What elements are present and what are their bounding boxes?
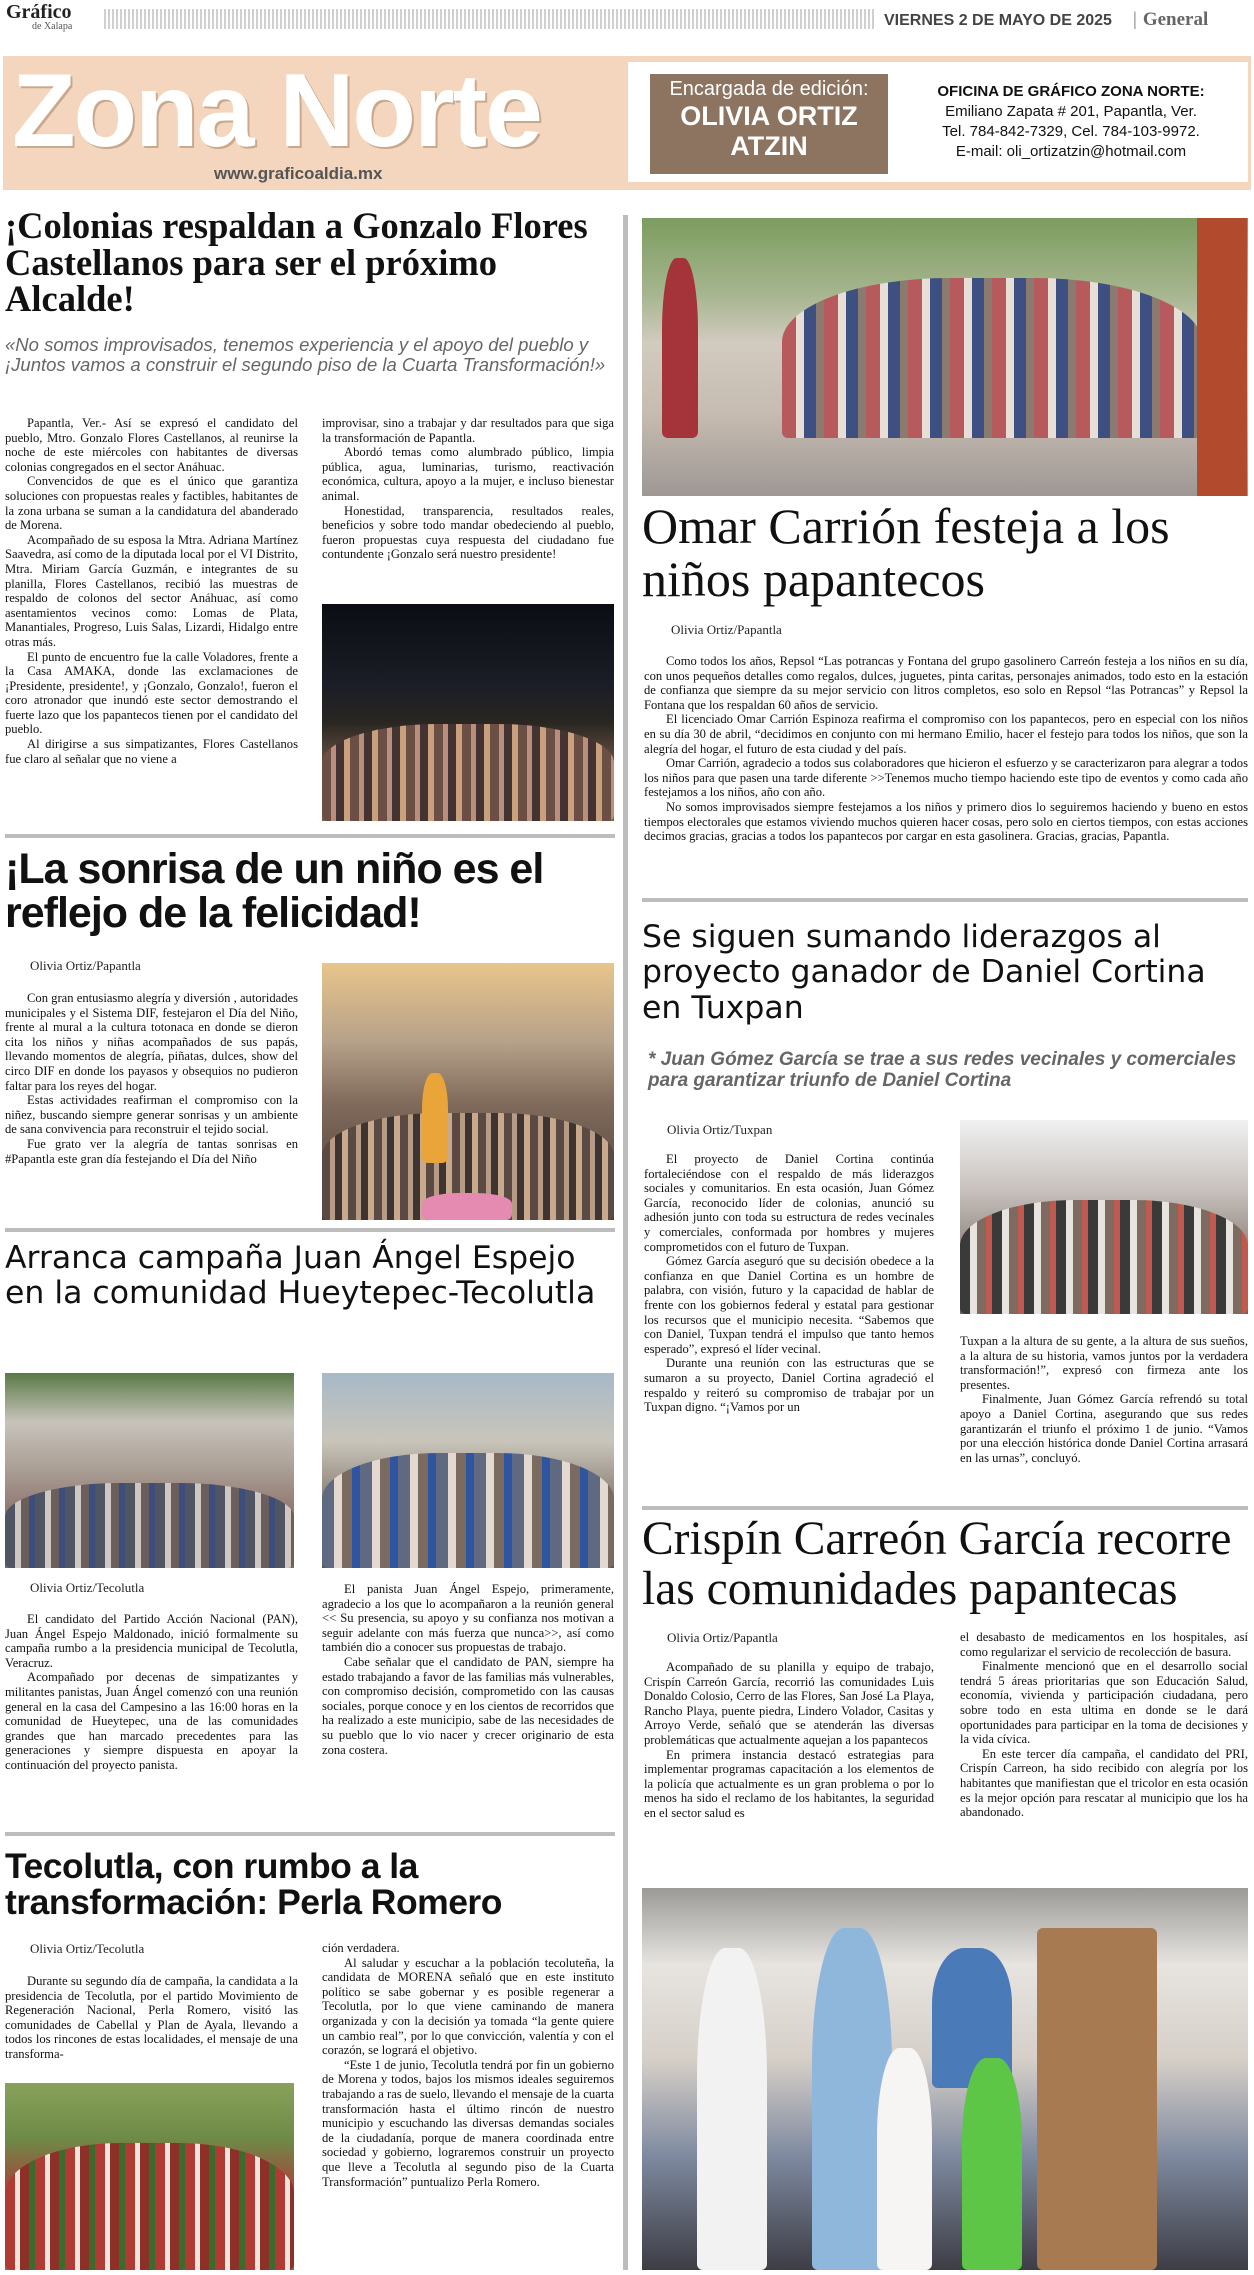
editor-name-line1: OLIVIA ORTIZ: [680, 101, 858, 131]
paragraph: El panista Juan Ángel Espejo, primeramente, agradecio a los que lo acompañaron a la reunión general << Su presencia, su apoyo y su confianza nos motivan a seguir adelante con más fuerza que nunca>>, así como también dio a conocer sus propuestas de trabajo.: [322, 1582, 614, 1655]
paragraph: El punto de encuentro fue la calle Voladores, frente a la Casa AMAKA, donde las exclamaciones de ¡Presidente, presidente!, y ¡Gonzalo, Gonzalo!, fueron el coro atronador que inundó este sector demostrando el fuerte lazo que los papantecos tienen por el candidato del pueblo.: [5, 649, 298, 737]
paragraph: Acompañado de su planilla y equipo de trabajo, Crispín Carreón García, recorrió las comunidades Luis Donaldo Colosio, Cerro de las Flores, San José La Playa, Rancho Playa, puente piedra, Lindero Volador, Casitas y Arroyo Verde, señaló que se atenderán las diversas problemáticas que actualmente aquejan a los papantecos: [644, 1660, 934, 1747]
office-address: Emiliano Zapata # 201, Papantla, Ver.: [945, 103, 1197, 120]
colonias-photo: [322, 604, 614, 821]
paragraph: Convencidos de que es el único que garantiza soluciones con propuestas reales y factibles, habitantes de la zona urbana se suman a la candidatura del abanderado de Morena.: [5, 474, 298, 533]
paragraph: Finalmente, Juan Gómez García refrendó su total apoyo a Daniel Cortina, asegurando que sus redes garantizarán el triunfo el próximo 1 de junio. “Vamos por una elección histórica donde Daniel Cortina arrasará en las urnas”, concluyó.: [960, 1392, 1248, 1465]
paragraph: Abordó temas como alumbrado público, limpia pública, agua, luminarias, turismo, reactivación económica, cultura, apoyo a la mujer, e incluso bienestar animal.: [322, 445, 614, 503]
crispin-byline: Olivia Ortiz/Papantla: [667, 1630, 778, 1645]
website-link[interactable]: www.graficoaldia.mx: [214, 164, 383, 183]
sonrisa-body: [5, 991, 298, 1166]
espejo-headline: Arranca campaña Juan Ángel Espejo en la comunidad Hueytepec-Tecolutla: [5, 1240, 596, 1312]
perla-photo: [5, 2083, 294, 2270]
decorative-stripes: [104, 9, 874, 29]
carrion-body: [644, 654, 1248, 844]
espejo-byline: Olivia Ortiz/Tecolutla: [30, 1580, 145, 1595]
espejo-photo-2: [322, 1373, 614, 1568]
section-rule: [5, 1228, 615, 1232]
cortina-dek: * Juan Gómez García se trae a sus redes vecinales y comerciales para garantizar triunfo de Daniel Cortina: [648, 1049, 1237, 1091]
section-rule: [642, 898, 1248, 902]
paragraph: Durante una reunión con las estructuras que se sumaron a su proyecto, Daniel Cortina agradeció el respaldo y reiteró su compromiso de trabajar por un Tuxpan digno. “¡Vamos por un: [644, 1356, 934, 1415]
carrion-byline: Olivia Ortiz/Papantla: [671, 622, 782, 637]
paragraph: El proyecto de Daniel Cortina continúa fortaleciéndose con el respaldo de más liderazgos sociales y comunitarios. En esta ocasión, Juan Gómez García, reconocido líder de colonias, anunció su adhesión junto con toda su estructura de redes vecinales y comerciales, conformada por hombres y mujeres comprometidos con el futuro de Tuxpan.: [644, 1152, 934, 1254]
issue-date: VIERNES 2 DE MAYO DE 2025: [884, 12, 1112, 29]
paragraph: En primera instancia destacó estrategias para implementar programas capacitación a los elementos de la policía que actualmente es un gran problema o por lo menos ha sido el reclamo de los habitantes, la seguridad en el sector salud es: [644, 1747, 934, 1820]
office-email[interactable]: E-mail: oli_ortizatzin@hotmail.com: [955, 143, 1187, 160]
paragraph: Cabe señalar que el candidato de PAN, siempre ha estado trabajando a favor de las familias más vulnerables, con compromiso decisión, comprometido con las causas sociales, porque conoce y en los cientos de recorridos que ha realizado a este municipio, sabe de las necesidades de su pueblo que lo vio nacer y crecer originario de esta zona costera.: [322, 1654, 614, 1757]
crispin-photo: [642, 1888, 1248, 2270]
section-rule: [5, 834, 615, 838]
cortina-photo: [960, 1120, 1248, 1314]
espejo-col2: [322, 1582, 614, 1757]
section-name: | General: [1133, 9, 1208, 31]
perla-col2: [322, 1941, 614, 2189]
colonias-headline: ¡Colonias respaldan a Gonzalo Flores Castellanos para ser el próximo Alcalde!: [5, 205, 588, 319]
espejo-col1: [5, 1612, 298, 1773]
paragraph: Acompañado por decenas de simpatizantes y militantes panistas, Juan Ángel comenzó con una reunión general en la casa del Campesino a las 16:00 horas en la comunidad de Hueytepec, una de las comunidades grandes que han marcado precedentes para las generaciones y siempre dispuesta en apoyar la continuación del proyecto panista.: [5, 1670, 298, 1772]
colonias-dek: «No somos improvisados, tenemos experiencia y el apoyo del pueblo y ¡Juntos vamos a construir el segundo piso de la Cuarta Transformación!»: [5, 334, 606, 376]
paragraph: Finalmente mencionó que en el desarrollo social tendrá 5 áreas prioritarias que son Educación Salud, economía, vivienda y participación ciudadana, pero sobre todo en esta ultima en donde se le dará oportunidades para participar en la toma de decisiones y la vida cívica.: [960, 1659, 1248, 1747]
crispin-col2: [960, 1630, 1248, 1820]
editor-box: [650, 74, 888, 174]
paragraph: Al dirigirse a sus simpatizantes, Flores Castellanos fue claro al señalar que no viene a: [5, 737, 298, 766]
perla-headline: Tecolutla, con rumbo a la transformación: Perla Romero: [5, 1846, 502, 1923]
cortina-headline: Se siguen sumando liderazgos al proyecto ganador de Daniel Cortina en Tuxpan: [642, 919, 1206, 1026]
paragraph: el desabasto de medicamentos en los hospitales, así como regularizar el servicio de recolección de basura.: [960, 1630, 1248, 1659]
column-divider: [623, 215, 628, 2270]
carrion-photo: [642, 218, 1248, 496]
section-rule: [5, 1832, 615, 1836]
paragraph: improvisar, sino a trabajar y dar resultados para que siga la transformación de Papantla.: [322, 416, 614, 445]
paragraph: “Este 1 de junio, Tecolutla tendrá por fin un gobierno de Morena y todos, bajos los mismos ideales seguiremos trabajando a ras de suelo, llevando el mensaje de la cuarta transformación hasta el último rincón de nuestro municipio y escuchando las diversas demandas sociales de la ciudadanía, porque de manera coordinada entre sociedad y gobierno, lograremos construir un proyecto que lleve a Tecolutla al segundo piso de la Cuarta Transformación” puntualizo Perla Romero.: [322, 2057, 614, 2189]
paragraph: El licenciado Omar Carrión Espinoza reafirma el compromiso con los papantecos, pero en especial con los niños en su día 30 de abril, “decidimos en conjunto con mi hermano Emilio, hacer el festejo para todos los niños, que son la alegría del hogar, el futuro de esta ciudad y del país.: [644, 712, 1248, 756]
paragraph: El candidato del Partido Acción Nacional (PAN), Juan Ángel Espejo Maldonado, inició formalmente su campaña rumbo a la presidencia municipal de Tecolutla, Veracruz.: [5, 1612, 298, 1670]
espejo-photo-1: [5, 1373, 294, 1568]
edition-title: Zona Norte: [12, 53, 541, 169]
paragraph: Tuxpan a la altura de su gente, a la altura de sus sueños, a la altura de su historia, vamos juntos por la verdadera transformación!”, expresó con firmeza ante los presentes.: [960, 1334, 1248, 1392]
brand-logo: Gráfico de Xalapa: [6, 1, 73, 32]
cortina-col2: [960, 1334, 1248, 1465]
perla-col1: [5, 1974, 298, 2062]
paragraph: Papantla, Ver.- Así se expresó el candidato del pueblo, Mtro. Gonzalo Flores Castellanos, al reunirse la noche de este miércoles con habitantes de diversas colonias congregados en el sector Anáhuac.: [5, 416, 298, 474]
crispin-headline: Crispín Carreón García recorre las comunidades papantecas: [642, 1513, 1232, 1615]
paragraph: Al saludar y escuchar a la población tecoluteña, la candidata de MORENA señaló que en este instituto político se sabe gobernar y es posible regenerar a Tecolutla, por lo que viene caminando de manera organizada y con la decisión ya tomada “la gente quiere un cambio real”, por lo que convicción, valentía y con el corazón, se logrará el objetivo.: [322, 1955, 614, 2058]
editor-label: Encargada de edición:: [669, 78, 869, 100]
paragraph: Con gran entusiasmo alegría y diversión , autoridades municipales y el Sistema DIF, festejaron el Día del Niño, frente al mural a la cultura totonaca en donde se dieron cita los niños y niñas acompañados de sus papás, llevando momentos de alegría, piñatas, dulces, show del circo DIF en donde los payasos y obsequios no pudieron faltar para los reyes del hogar.: [5, 991, 298, 1093]
paragraph: Gómez García aseguró que su decisión obedece a la confianza en que Daniel Cortina es un hombre de palabra, con visión, futuro y la capacidad de hablar de frente con los gobiernos federal y estatal para gestionar los recursos que el municipio necesita. “Sabemos que con Daniel, Tuxpan tendrá el impulso que tanto hemos esperado”, expresó el líder vecinal.: [644, 1254, 934, 1356]
paragraph: Honestidad, transparencia, resultados reales, beneficios y sobre todo mandar obedeciendo al pueblo, fueron propuestas cuya respuesta del ciudadano fue contundente ¡Gonzalo será nuestro presidente!: [322, 503, 614, 562]
section-rule: [642, 1506, 1248, 1510]
paragraph: Durante su segundo día de campaña, la candidata a la presidencia de Tecolutla, por el partido Movimiento de Regeneración Nacional, Perla Romero, visitó las comunidades de Cabellal y Plan de Ayala, llevando a todos los rincones de estas localidades, el mensaje de una transforma-: [5, 1974, 298, 2061]
perla-byline: Olivia Ortiz/Tecolutla: [30, 1941, 145, 1956]
cortina-col1: [644, 1152, 934, 1415]
sonrisa-headline: ¡La sonrisa de un niño es el reflejo de la felicidad!: [5, 845, 544, 937]
cortina-byline: Olivia Ortiz/Tuxpan: [667, 1122, 773, 1137]
editor-name-line2: ATZIN: [730, 131, 808, 161]
paragraph: No somos improvisados siempre festejamos a los niños y primero dios lo seguiremos haciendo y bueno en estos tiempos electorales que estamos viviendo muchos quieren hacer cosas, pero solo en ciertos tiempos, con estas acciones decimos gracias, gracias a todos los papantecos por cargar en esta gasolinera. Gracias, gracias, Papantla.: [644, 799, 1248, 844]
sonrisa-photo: [322, 963, 614, 1220]
paragraph: Acompañado de su esposa la Mtra. Adriana Martínez Saavedra, así como de la diputada local por el VI Distrito, Mtra. Miriam García Guzmán, e integrantes de su planilla, Flores Castellanos, recibió las muestras de respaldo de colonos del sector Anáhuac, así como asentamientos vecinos como: Lomas de Plata, Manantiales, Progreso, Luis Salas, Lizardi, Hidalgo entre otras más.: [5, 532, 298, 649]
paragraph: ción verdadera.: [322, 1941, 400, 1955]
carrion-headline: Omar Carrión festeja a los niños papantecos: [642, 498, 1170, 607]
office-title: OFICINA DE GRÁFICO ZONA NORTE:: [937, 83, 1205, 100]
sonrisa-byline: Olivia Ortiz/Papantla: [30, 958, 141, 973]
paragraph: Fue grato ver la alegría de tantas sonrisas en #Papantla este gran día festejando el Día del Niño: [5, 1136, 298, 1166]
crispin-col1: [644, 1660, 934, 1821]
paragraph: Como todos los años, Repsol “Las potrancas y Fontana del grupo gasolinero Carreón festeja a los niños en su día, con unos pequeños detalles como regalos, dulces, juguetes, pinta caritas, personajes animados, todo esto en la estación de confianza que siempre da su mejor servicio con litros completos, eso solo en Repsol “las Potrancas” y Repsol la Fontana que los respaldan 60 años de servicio.: [644, 654, 1248, 712]
colonias-col1: [5, 416, 298, 766]
office-phones: Tel. 784-842-7329, Cel. 784-103-9972.: [942, 123, 1200, 140]
colonias-col2: [322, 416, 614, 562]
paragraph: Estas actividades reafirman el compromiso con la niñez, buscando siempre generar sonrisas y un ambiente de sana convivencia para reconstruir el tejido social.: [5, 1093, 298, 1137]
paragraph: En este tercer día campaña, el candidato del PRI, Crispín Carreon, ha sido recibido con alegría por los habitantes que manifiestan que el tricolor en esta ocasión es la mejor opción para rescatar al municipio que los ha abandonado.: [960, 1746, 1248, 1820]
paragraph: Omar Carrión, agradecio a todos sus colaboradores que hicieron el esfuerzo y se caracterizaron para alegrar a todos los niños para que pasen una tarde diferente >>Tenemos mucho tiempo haciendo este tipo de eventos y como cada año festejamos a los niños, año con año.: [644, 756, 1248, 800]
office-info: [896, 82, 1246, 162]
